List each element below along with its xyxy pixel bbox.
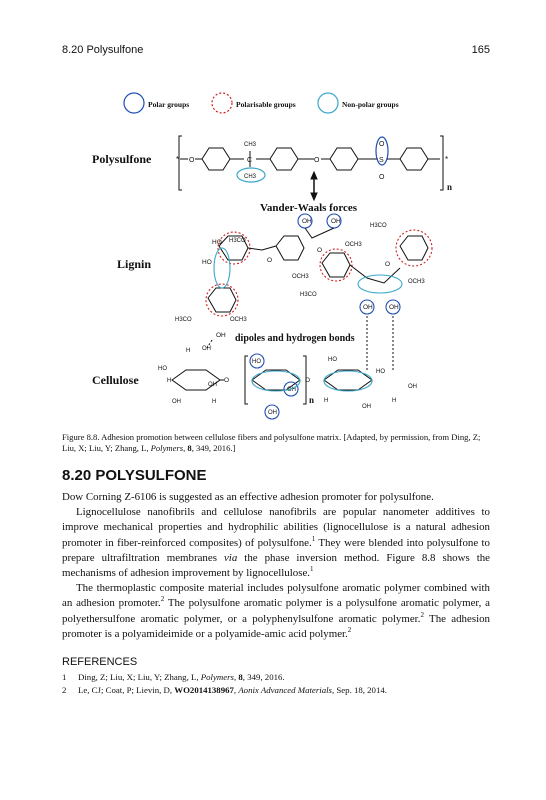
lignin-o-1: O [267, 257, 273, 264]
cel-ho-4: HO [376, 369, 385, 375]
paragraph-1: Dow Corning Z-6106 is suggested as an effective adhesion promoter for polysulfone. [62, 491, 434, 503]
cel-oh-6: OH [362, 404, 371, 410]
cel-n: n [309, 395, 315, 405]
p3-text-a: The thermoplastic composite material includes polysulfone aromatic polymer combined with an adhesion promoter. [62, 582, 490, 610]
lignin-och3-3: OCH3 [230, 317, 247, 323]
cel-nonpolar-ring [252, 371, 300, 391]
lignin-oh-3: OH [363, 304, 373, 311]
ps-c: C [247, 157, 253, 164]
caption-text: Figure 8.8. Adhesion promotion between cellulose fibers and polysulfone matrix. [Adapted, by permission, from Ding, Z; Liu, X; Liu, Y; Zhang, L, [62, 432, 481, 454]
p2-text-b: They were blended into polysulfone to prepare ultrafiltration membranes [62, 536, 490, 564]
cel-h-4: H [324, 398, 329, 404]
ps-ch3-top: CH3 [244, 142, 257, 148]
p3-text-c: The adhesion promoter is a polyamideimide or a polyamide-amic acid polymer. [62, 612, 490, 640]
section-title: 8.20 POLYSULFONE [62, 467, 207, 484]
legend-polarisable-label: Polarisable groups [236, 100, 296, 109]
figure-caption [62, 432, 490, 454]
cel-nonpolar-ring-2 [324, 371, 372, 391]
cel-h-3: H [212, 399, 217, 405]
cel-ho-2: HO [252, 359, 261, 365]
cel-h-5: H [392, 398, 397, 404]
paragraph-2 [62, 505, 490, 581]
ps-s: S [379, 157, 384, 164]
page-number: 165 [471, 44, 490, 56]
adhesion-diagram [62, 78, 490, 428]
cel-oh-1: OH [202, 346, 211, 352]
lignin-nonpolar-chain [358, 275, 402, 293]
reference-patent: WO2014138967 [174, 685, 234, 695]
lignin-label: Lignin [117, 257, 152, 271]
reference-sep: , [233, 672, 239, 682]
reference-journal: Polymers [200, 672, 234, 682]
ps-o-top: O [379, 141, 385, 148]
reference-tail: , Sep. 18, 2014. [331, 685, 387, 695]
ps-o-bottom: O [379, 174, 385, 181]
cel-h-2: H [167, 378, 172, 384]
citation-sup: 2 [420, 610, 424, 619]
legend-polar-label: Polar groups [148, 100, 190, 109]
reference-authors: Ding, Z; Liu, X; Liu, Y; Zhang, L, [78, 672, 201, 682]
citation-sup: 1 [310, 565, 314, 574]
lignin-h3co-3: H3CO [370, 223, 387, 229]
polysulfone-label: Polysulfone [92, 152, 152, 166]
cel-o-2: O [305, 377, 311, 384]
caption-comma: , [183, 443, 188, 454]
reference-sep: , [233, 685, 239, 695]
caption-volume: 8 [187, 443, 192, 454]
ps-star-right: * [445, 155, 449, 164]
legend-nonpolar-label: Non-polar groups [342, 100, 399, 109]
reference-item [62, 684, 490, 697]
dipoles-label: dipoles and hydrogen bonds [235, 333, 355, 344]
header-section: 8.20 Polysulfone [62, 44, 144, 56]
vdw-label: Vander-Waals forces [260, 202, 358, 214]
ps-o-2: O [314, 157, 320, 164]
references-list [62, 671, 490, 697]
reference-volume: 8 [238, 672, 243, 682]
p3-text-b: The polysulfone aromatic polymer is a polysulfone aromatic polymer, a polyethersulfone aromatic polymer, or a polyphenylsulfone aromatic polymer. [62, 597, 490, 625]
reference-authors: Le, CJ; Coat, P; Lievin, D, [78, 685, 175, 695]
p2-via: via [223, 551, 238, 564]
cel-oh-4: OH [287, 387, 296, 393]
lignin-oh-1: OH [302, 218, 312, 225]
lignin-o-2: O [317, 247, 323, 254]
lignin-h3co-4: H3CO [175, 317, 192, 323]
cel-h-1: H [186, 348, 191, 354]
lignin-ho-2: HO [202, 259, 212, 266]
cel-ho-1: HO [158, 366, 167, 372]
figure-8-8 [62, 78, 490, 428]
citation-sup: 2 [160, 595, 165, 604]
cel-oh-5: OH [268, 410, 277, 416]
lignin-oh-5: OH [216, 332, 226, 339]
caption-suffix: , 349, 2016.] [191, 443, 236, 454]
citation-sup: 1 [311, 534, 316, 543]
lignin-polarisable-ring-4 [206, 284, 238, 316]
cel-oh-2: OH [172, 399, 181, 405]
lignin-h3co-1: H3CO [229, 238, 246, 244]
lignin-h3co-2: H3CO [300, 292, 317, 298]
reference-number: 2 [62, 685, 67, 695]
references-title: REFERENCES [62, 656, 138, 668]
legend-polar-marker [124, 93, 144, 113]
ps-ch3-bottom: CH3 [244, 174, 257, 180]
lignin-oh-4: OH [389, 304, 399, 311]
lignin-polarisable-ring-2 [320, 249, 352, 281]
cel-oh-3: OH [208, 382, 217, 388]
lignin-nonpolar-link [214, 248, 230, 288]
lignin-o-3: O [385, 261, 391, 268]
cel-oh-7: OH [408, 384, 417, 390]
lignin-och3-2: OCH3 [408, 279, 425, 285]
reference-assignee: Aonix Advanced Materials [238, 685, 332, 695]
reference-tail: , 349, 2016. [242, 672, 285, 682]
cel-ho-3: HO [328, 357, 337, 363]
running-header [62, 44, 490, 60]
cel-o-1: O [224, 377, 230, 384]
body-text [62, 490, 490, 642]
paragraph-3 [62, 581, 490, 642]
reference-number: 1 [62, 672, 67, 682]
ps-star-left: * [176, 155, 180, 164]
lignin-ho-1: HO [212, 239, 222, 246]
lignin-och3-1: OCH3 [345, 242, 362, 248]
legend-nonpolar-marker [318, 93, 338, 113]
legend-polarisable-marker [212, 93, 232, 113]
p2-text-a: Lignocellulose nanofibrils and cellulose nanofibrils are popular nanometer additives to improve mechanical properties and hydrophilic abilities (lignocellulose is a natural adhesion promoter in fiber-reinforced composites) of polysulfone. [62, 506, 490, 549]
citation-sup: 2 [347, 625, 352, 634]
p2-text-c: the phase inversion method. Figure 8.8 shows the mechanisms of adhesion improvement by lignocellulose. [62, 551, 491, 580]
lignin-ch3-1: OCH3 [292, 274, 309, 280]
caption-journal: Polymers [150, 443, 184, 454]
reference-item [62, 671, 490, 684]
lignin-oh-2: OH [331, 218, 341, 225]
ps-o-1: O [189, 157, 195, 164]
cellulose-label: Cellulose [92, 373, 139, 387]
ps-n: n [447, 182, 453, 192]
